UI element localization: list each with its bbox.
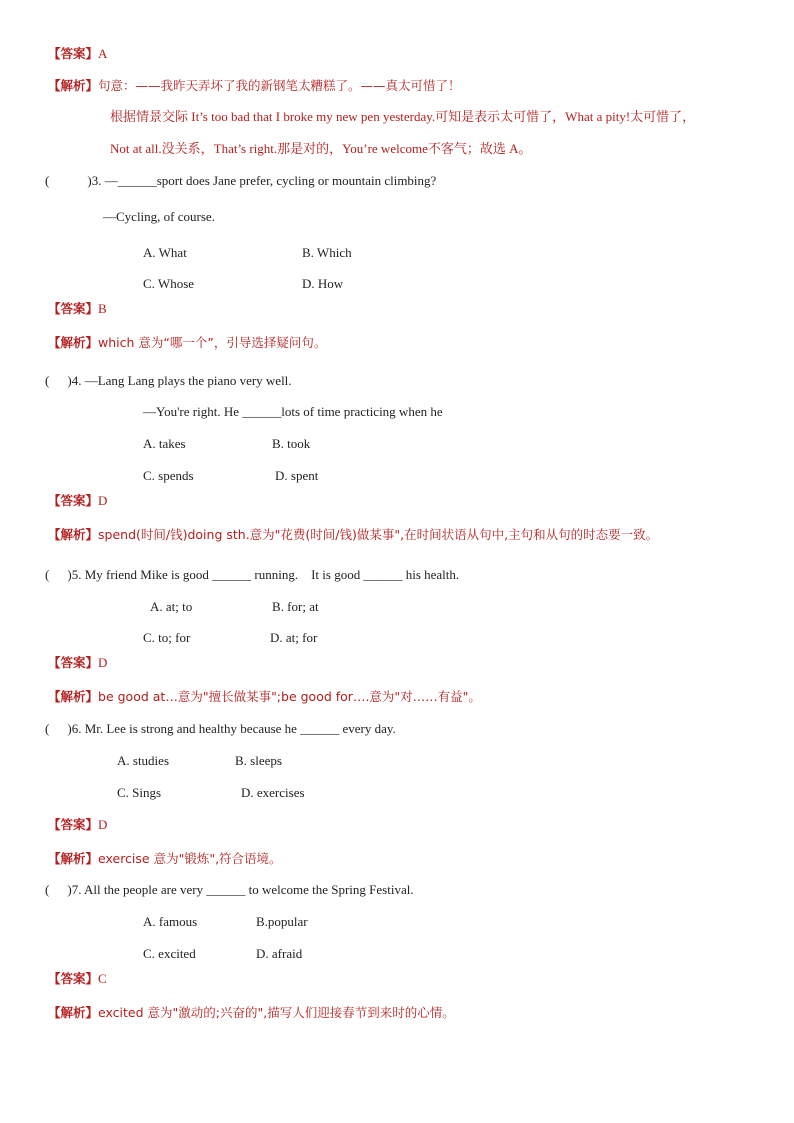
q7-option-b: B.popular <box>256 914 308 929</box>
q7-analysis-text: excited 意为"激动的;兴奋的",描写人们迎接春节到来时的心情。 <box>98 1005 455 1020</box>
q4-answer-line <box>48 492 107 510</box>
q3-answer-tag: 【答案】 <box>48 301 99 316</box>
q5-stem: 5. My friend Mike is good ______ running. It is good ______ his health. <box>71 567 460 582</box>
q3-paren-close: ) <box>87 173 92 188</box>
q6-option-c: C. Sings <box>117 785 162 800</box>
q7-answer-tag: 【答案】 <box>48 971 99 986</box>
q4-stem-line <box>45 372 292 390</box>
q6-paren-close: ) <box>67 721 72 736</box>
q7-answer-line <box>48 970 107 988</box>
q7-stem-line <box>45 881 414 899</box>
q5-paren-close: ) <box>67 567 72 582</box>
q7-option-c: C. excited <box>143 946 196 961</box>
q6-answer-tag: 【答案】 <box>48 817 99 832</box>
answer-value: A <box>98 46 108 61</box>
q5-answer-line <box>48 654 107 672</box>
q4-answer-tag: 【答案】 <box>48 493 99 508</box>
q3-answer-value: B <box>98 301 107 316</box>
q3-option-d: D. How <box>302 276 344 291</box>
q4-paren-open: ( <box>45 373 50 388</box>
q5-option-a: A. at; to <box>150 599 193 614</box>
q7-option-d: D. afraid <box>256 946 303 961</box>
q5-option-d: D. at; for <box>270 630 318 645</box>
q5-paren-open: ( <box>45 567 50 582</box>
q3-reply: —Cycling, of course. <box>103 209 215 224</box>
analysis-line <box>48 77 461 95</box>
q4-analysis-text: spend(时间/钱)doing sth.意为"花费(时间/钱)做某事",在时间状语从句中,主句和从句的时态要一致。 <box>98 527 659 542</box>
q7-paren-open: ( <box>45 882 50 897</box>
q6-stem-line <box>45 720 396 738</box>
q7-analysis-tag: 【解析】 <box>48 1005 99 1020</box>
analysis-text: 句意：——我昨天弄坏了我的新钢笔太糟糕了。——真太可惜了！ <box>98 78 461 93</box>
q3-option-a: A. What <box>143 245 187 260</box>
analysis-extra-1: 根据情景交际 It’s too bad that I broke my new pen yesterday.可知是表示太可惜了，What a pity!太可惜了， <box>110 109 696 124</box>
q6-analysis-line <box>48 850 282 868</box>
answer-line <box>48 45 107 63</box>
q6-stem: 6. Mr. Lee is strong and healthy because he ______ every day. <box>71 721 396 736</box>
q6-answer-value: D <box>98 817 108 832</box>
q6-option-a: A. studies <box>117 753 169 768</box>
q4-analysis-line <box>48 526 658 544</box>
q3-paren-open: ( <box>45 173 50 188</box>
q6-analysis-text: exercise 意为"锻炼",符合语境。 <box>98 851 282 866</box>
q6-option-b: B. sleeps <box>235 753 282 768</box>
analysis-tag: 【解析】 <box>48 78 99 93</box>
q6-paren-open: ( <box>45 721 50 736</box>
q6-analysis-tag: 【解析】 <box>48 851 99 866</box>
analysis-extra-2: Not at all.没关系，That’s right.那是对的，You’re welcome不客气；故选 A。 <box>110 141 532 156</box>
q3-analysis-tag: 【解析】 <box>48 335 99 350</box>
q3-answer-line <box>48 300 107 318</box>
q3-option-b: B. Which <box>302 245 352 260</box>
q6-option-d: D. exercises <box>241 785 305 800</box>
q5-analysis-text: be good at…意为"擅长做某事";be good for….意为"对……有益"。 <box>98 689 481 704</box>
q7-paren-close: ) <box>67 882 72 897</box>
q5-analysis-line <box>48 688 481 706</box>
q4-option-c: C. spends <box>143 468 194 483</box>
q3-stem: 3. —______sport does Jane prefer, cycling or mountain climbing? <box>91 173 437 188</box>
q5-stem-line <box>45 566 459 584</box>
q3-stem-line <box>45 172 436 190</box>
q5-answer-value: D <box>98 655 108 670</box>
q3-option-c: C. Whose <box>143 276 195 291</box>
q7-answer-value: C <box>98 971 107 986</box>
q4-paren-close: ) <box>67 373 72 388</box>
q4-answer-value: D <box>98 493 108 508</box>
q4-option-d: D. spent <box>275 468 319 483</box>
q7-stem: 7. All the people are very ______ to welcome the Spring Festival. <box>71 882 414 897</box>
q5-option-b: B. for; at <box>272 599 319 614</box>
q5-analysis-tag: 【解析】 <box>48 689 99 704</box>
q5-answer-tag: 【答案】 <box>48 655 99 670</box>
q4-option-a: A. takes <box>143 436 186 451</box>
q4-stem: 4. —Lang Lang plays the piano very well. <box>71 373 292 388</box>
answer-tag: 【答案】 <box>48 46 99 61</box>
q5-option-c: C. to; for <box>143 630 191 645</box>
q4-option-b: B. took <box>272 436 311 451</box>
q3-analysis-text: which 意为“哪一个”，引导选择疑问句。 <box>98 335 327 350</box>
q3-analysis-line <box>48 334 326 352</box>
q7-option-a: A. famous <box>143 914 198 929</box>
q7-analysis-line <box>48 1004 455 1022</box>
q6-answer-line <box>48 816 107 834</box>
q4-reply: —You're right. He ______lots of time practicing when he <box>143 404 443 419</box>
q4-analysis-tag: 【解析】 <box>48 527 99 542</box>
